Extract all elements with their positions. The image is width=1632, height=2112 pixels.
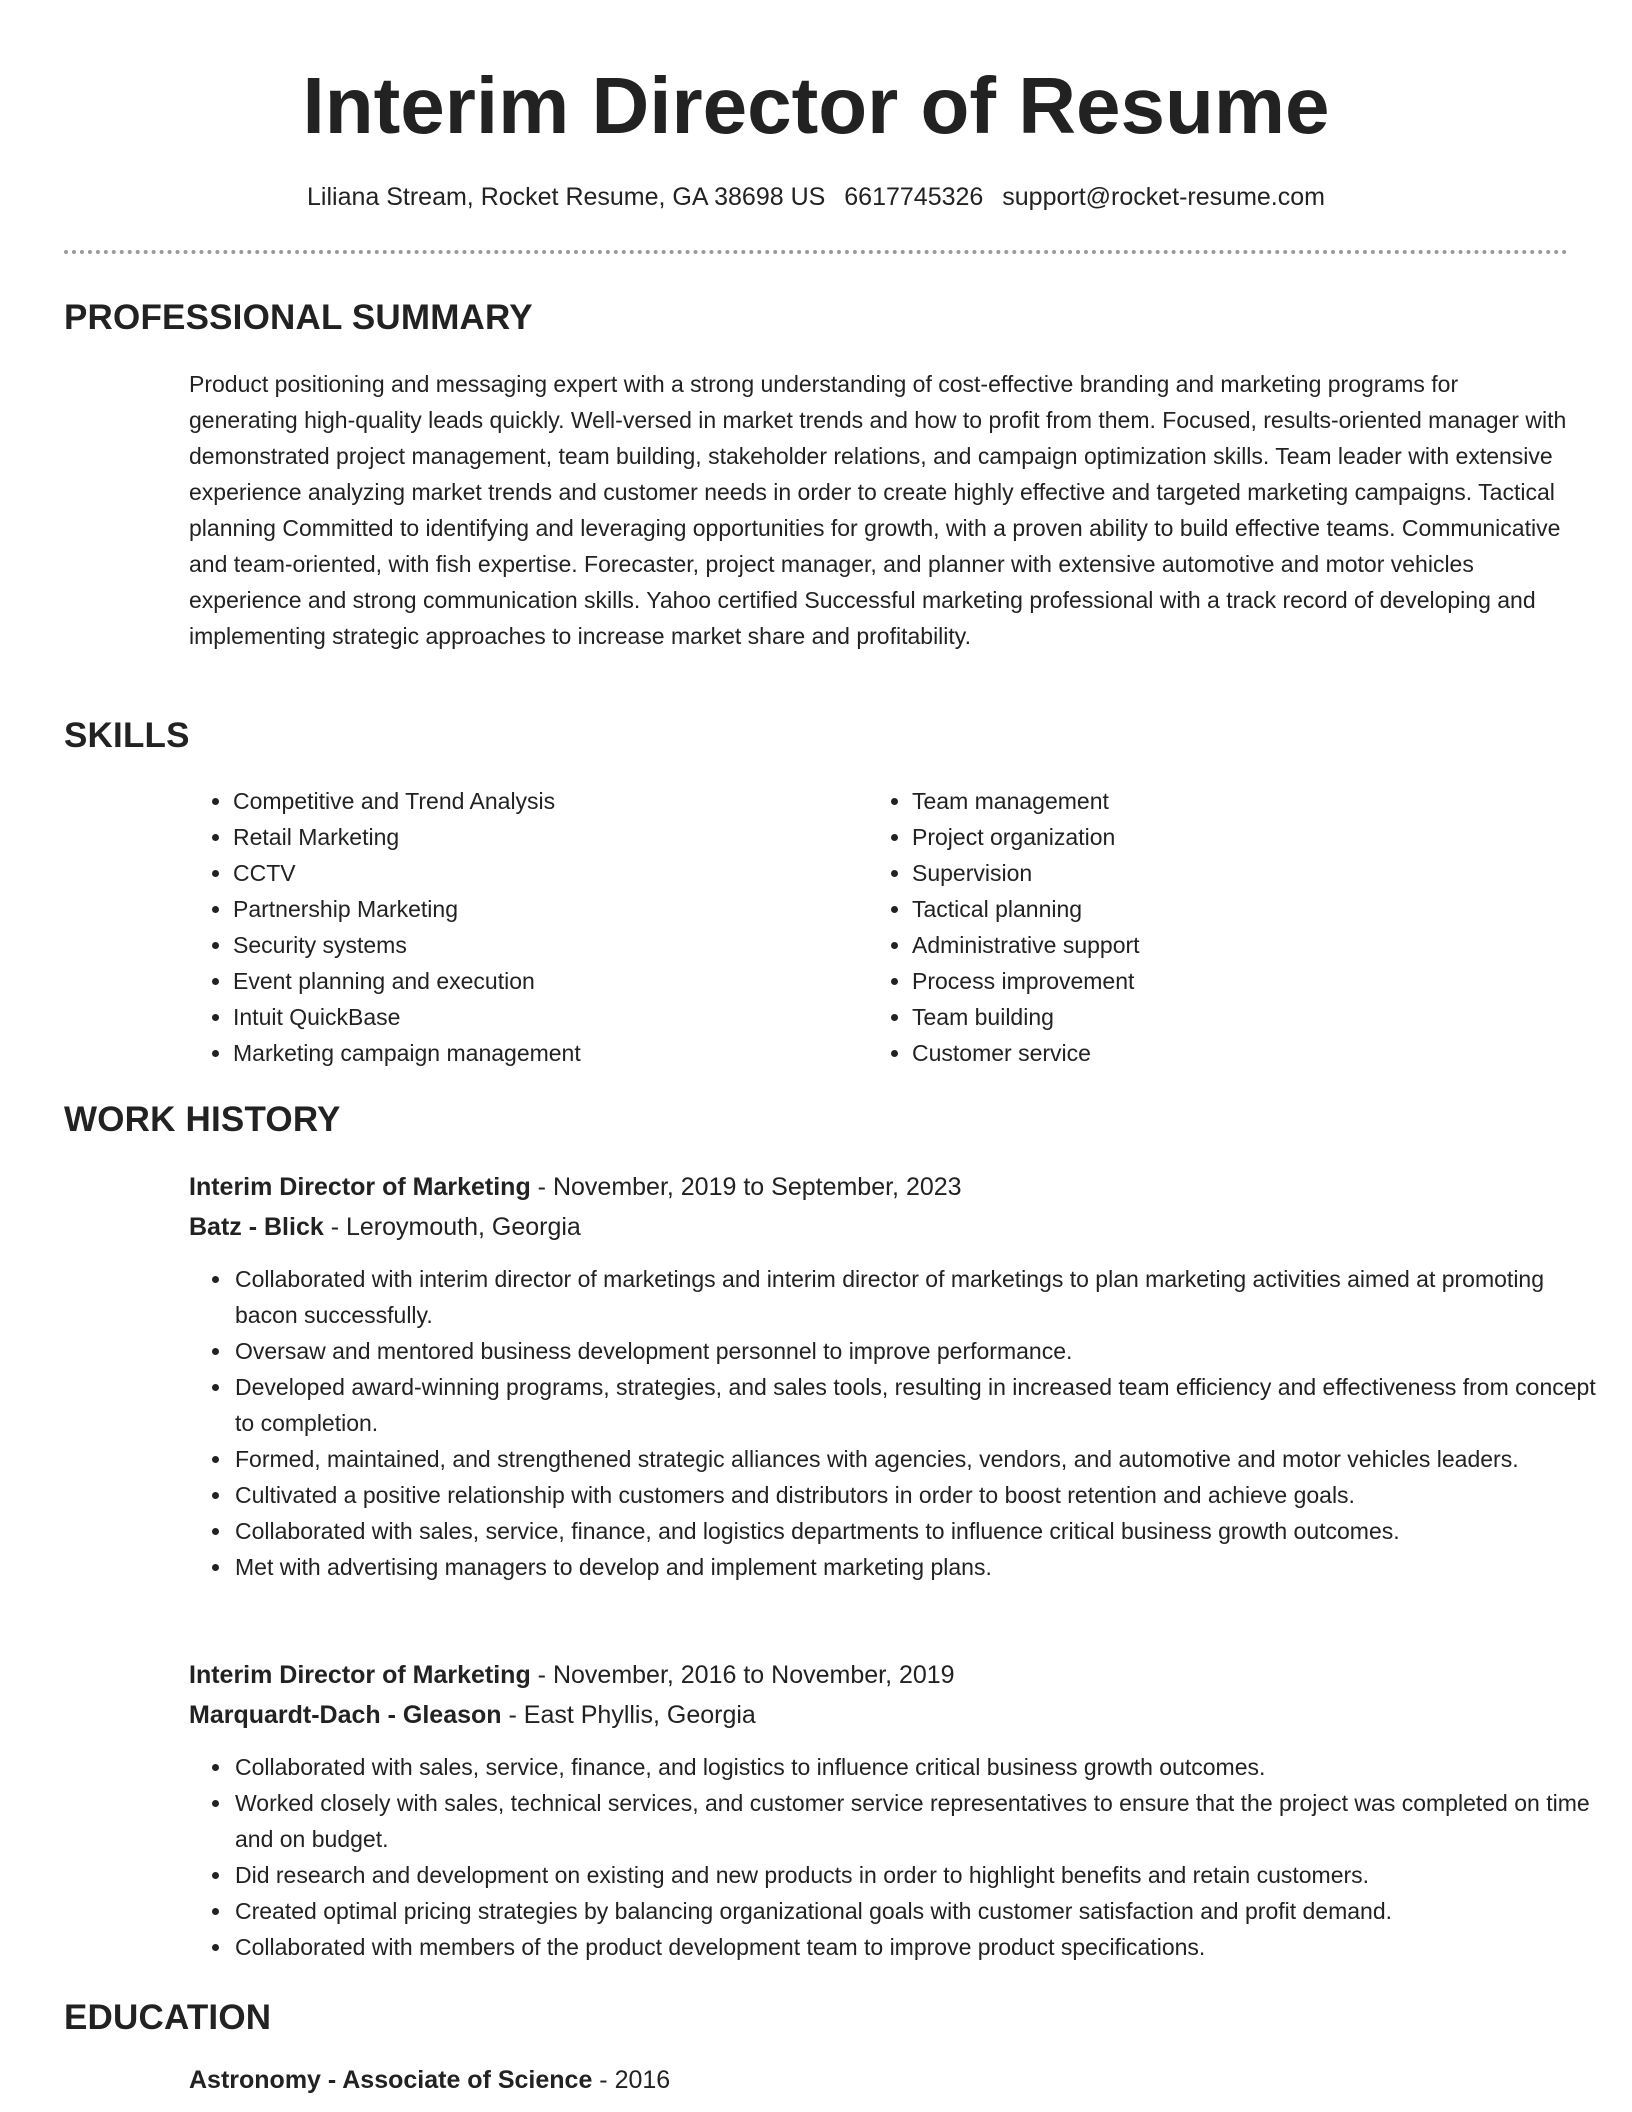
skill-item: • Project organization [912, 819, 1140, 855]
education-year: - 2016 [592, 2066, 671, 2094]
job-company-line [189, 1208, 581, 1246]
skill-item: • Security systems [233, 927, 581, 963]
skill-item: • Administrative support [912, 927, 1140, 963]
job-title: Interim Director of Marketing [189, 1173, 531, 1201]
job-bullet: • Met with advertising managers to develop and implement marketing plans. [233, 1549, 1613, 1585]
education-entry [189, 2061, 670, 2099]
job-bullet: • Collaborated with sales, service, finance, and logistics departments to influence critical business growth outcomes. [233, 1513, 1613, 1549]
skill-item: • Tactical planning [912, 891, 1140, 927]
job-title-line [189, 1656, 955, 1694]
job-bullet: • Created optimal pricing strategies by balancing organizational goals with customer satisfaction and profit demand. [233, 1893, 1613, 1929]
header-divider [64, 250, 1568, 254]
contact-address: Liliana Stream, Rocket Resume, GA 38698 US [307, 183, 826, 211]
contact-phone: 6617745326 [844, 183, 984, 211]
skill-item: • Team building [912, 999, 1140, 1035]
job-dates: - November, 2019 to September, 2023 [530, 1173, 962, 1201]
skill-item: • Supervision [912, 855, 1140, 891]
job-location: - East Phyllis, Georgia [501, 1701, 756, 1729]
job-company: Batz - Blick [189, 1213, 324, 1241]
skill-item: • Marketing campaign management [233, 1035, 581, 1071]
skill-item: • Process improvement [912, 963, 1140, 999]
job-bullets [189, 1749, 1613, 1965]
skills-list-right [868, 783, 1140, 1071]
summary-heading: PROFESSIONAL SUMMARY [64, 298, 533, 337]
job-title-line [189, 1168, 962, 1206]
job-dates: - November, 2016 to November, 2019 [530, 1661, 955, 1689]
page-title: Interim Director of Resume [302, 61, 1330, 150]
job-bullet: • Collaborated with members of the product development team to improve product specifications. [233, 1929, 1613, 1965]
job-bullet: • Formed, maintained, and strengthened strategic alliances with agencies, vendors, and automotive and motor vehicles leaders. [233, 1441, 1613, 1477]
skill-item: • Competitive and Trend Analysis [233, 783, 581, 819]
education-heading: EDUCATION [64, 1998, 272, 2037]
skill-item: • CCTV [233, 855, 581, 891]
skills-heading: SKILLS [64, 716, 190, 755]
job-bullet: • Did research and development on existing and new products in order to highlight benefits and retain customers. [233, 1857, 1613, 1893]
skill-item: • Retail Marketing [233, 819, 581, 855]
skill-item: • Event planning and execution [233, 963, 581, 999]
job-bullets [189, 1261, 1613, 1585]
work-history-heading: WORK HISTORY [64, 1100, 341, 1139]
job-location: - Leroymouth, Georgia [323, 1213, 581, 1241]
job-bullet: • Worked closely with sales, technical services, and customer service representatives to ensure that the project was completed on time and on budget. [233, 1785, 1613, 1857]
job-title: Interim Director of Marketing [189, 1661, 531, 1689]
contact-email: support@rocket-resume.com [1002, 183, 1325, 211]
skill-item: • Team management [912, 783, 1140, 819]
job-bullet: • Oversaw and mentored business development personnel to improve performance. [233, 1333, 1613, 1369]
skill-item: • Partnership Marketing [233, 891, 581, 927]
job-bullet: • Collaborated with sales, service, finance, and logistics to influence critical business growth outcomes. [233, 1749, 1613, 1785]
education-degree: Astronomy - Associate of Science [189, 2066, 593, 2094]
skill-item: • Intuit QuickBase [233, 999, 581, 1035]
job-company: Marquardt-Dach - Gleason [189, 1701, 502, 1729]
summary-text: Product positioning and messaging expert with a strong understanding of cost-effective branding and marketing programs for generating high-quality leads quickly. Well-versed in market trends and how to profit from them. Focused, results-oriented manager with demonstrated project management, team building, stakeholder relations, and campaign optimization skills. Team leader with extensive experience analyzing market trends and customer needs in order to create highly effective and targeted marketing campaigns. Tactical planning Committed to identifying and leveraging opportunities for growth, with a proven ability to build effective teams. Communicative and team-oriented, with fish expertise. Forecaster, project manager, and planner with extensive automotive and motor vehicles experience and strong communication skills. Yahoo certified Successful marketing professional with a track record of developing and implementing strategic approaches to increase market share and profitability. [189, 371, 1567, 649]
job-bullet: • Cultivated a positive relationship with customers and distributors in order to boost retention and achieve goals. [233, 1477, 1613, 1513]
contact-line [0, 180, 1632, 214]
job-bullet: • Developed award-winning programs, strategies, and sales tools, resulting in increased team efficiency and effectiveness from concept to completion. [233, 1369, 1613, 1441]
job-company-line [189, 1696, 756, 1734]
skill-item: • Customer service [912, 1035, 1140, 1071]
skills-list-left [189, 783, 581, 1071]
job-bullet: • Collaborated with interim director of marketings and interim director of marketings to plan marketing activities aimed at promoting bacon successfully. [233, 1261, 1613, 1333]
